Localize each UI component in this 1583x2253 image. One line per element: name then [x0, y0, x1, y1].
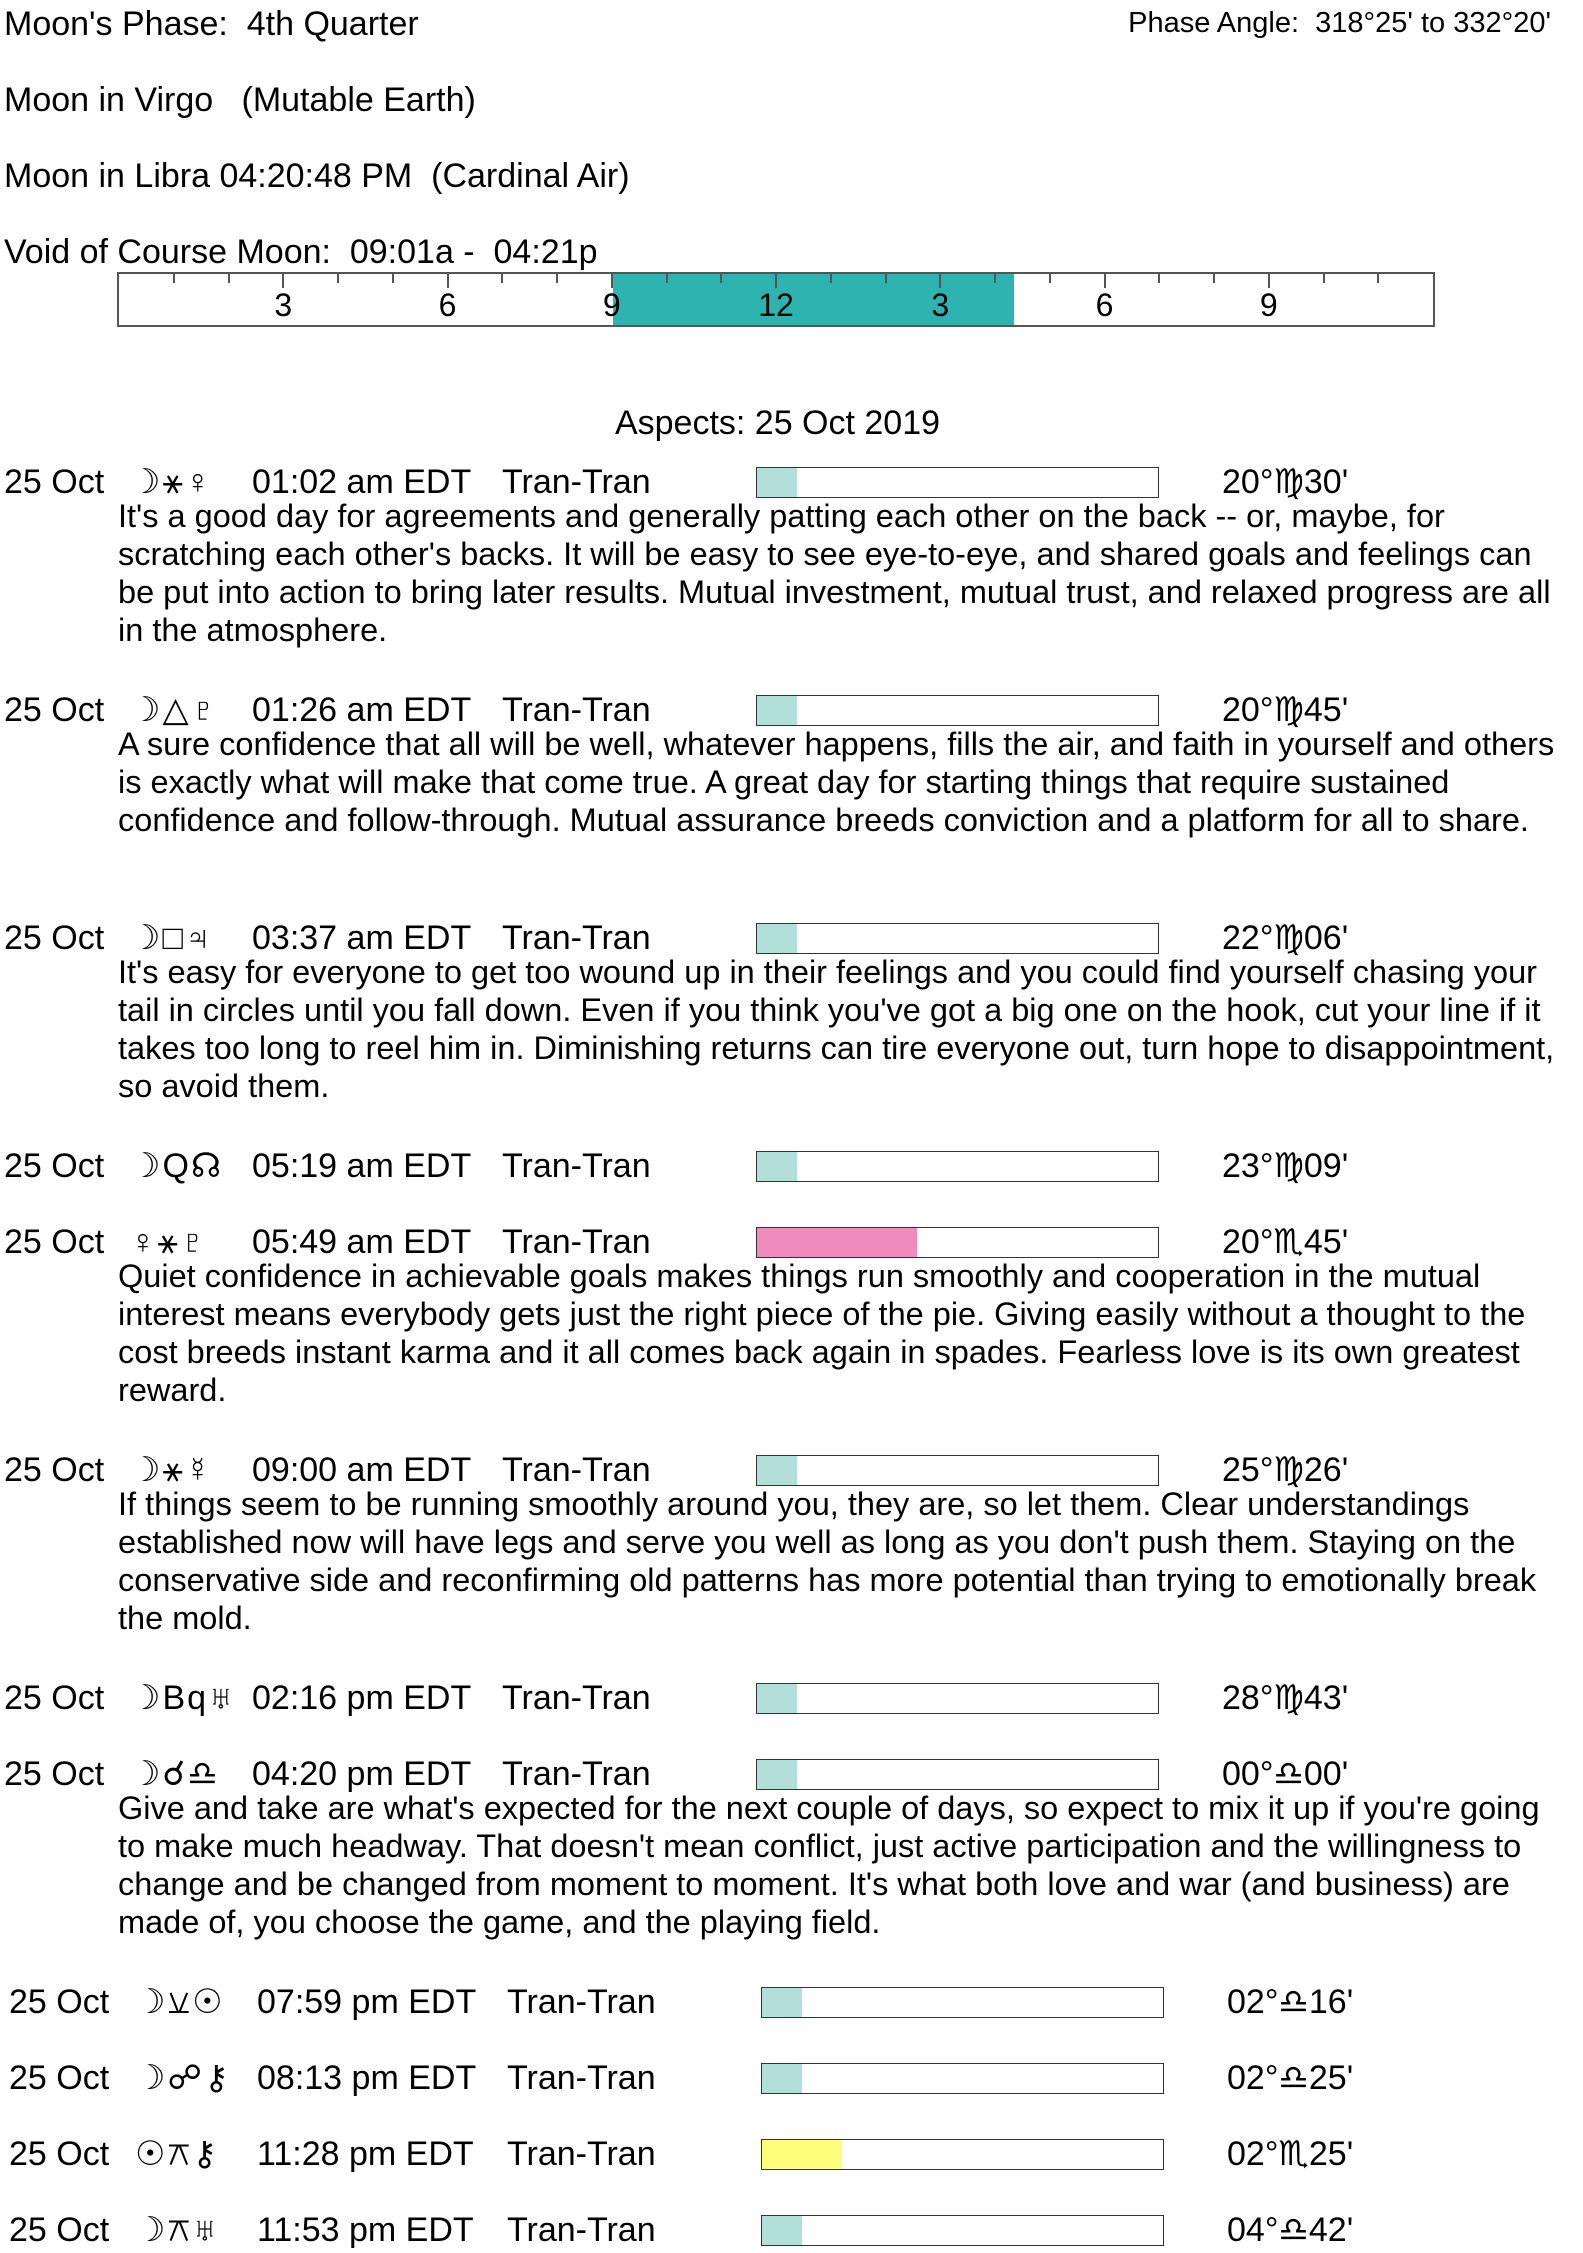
aspect-time: 04:20 pm EDT: [252, 1755, 472, 1793]
aspect-date: 25 Oct: [4, 463, 105, 501]
timeline-tick: [556, 274, 558, 283]
aspect-glyphs: ☽⚺☉: [135, 1983, 225, 2021]
timeline-tick: [611, 274, 613, 288]
timeline-hour-label: 3: [931, 287, 950, 323]
aspect-date: 25 Oct: [4, 1755, 105, 1793]
aspect-position: 20°♏45': [1222, 1223, 1349, 1261]
void-timeline: [117, 272, 1435, 327]
aspect-type: Tran-Tran: [502, 1223, 651, 1261]
aspect-entry: [0, 1143, 1583, 1189]
aspect-position: 02°♎25': [1227, 2059, 1354, 2097]
aspect-position: 00°♎00': [1222, 1755, 1349, 1793]
aspect-description: If things seem to be running smoothly around you, they are, so let them. Clear understandings established now will have legs and serve you well as long as you don't push them. Staying on the conservative side and reconfirming old patterns has more potential than trying to emotionally break the mold.: [118, 1486, 1537, 1636]
aspect-strength-fill: [757, 1152, 797, 1181]
aspect-type: Tran-Tran: [502, 1451, 651, 1489]
aspect-description: A sure confidence that all will be well, whatever happens, fills the air, and faith in yourself and others is exactly what will make that come true. A great day for starting things that require sustained confidence and follow-through. Mutual assurance breeds conviction and a platform for all to share.: [118, 726, 1555, 838]
aspect-row: [0, 1979, 1583, 2025]
aspect-strength-bar: [756, 695, 1159, 726]
aspect-description: Give and take are what's expected for the next couple of days, so expect to mix it up if you're going to make much headway. That doesn't mean conflict, just active participation and the willingness to change and be changed from moment to moment. It's what both love and war (and business) are made of, you choose the game, and the playing field.: [118, 1790, 1540, 1940]
timeline-hour-label: 9: [602, 287, 621, 323]
aspect-strength-bar: [756, 467, 1159, 498]
timeline-tick: [830, 274, 832, 283]
aspect-glyphs: ☽Q☊: [130, 1147, 224, 1185]
aspect-type: Tran-Tran: [507, 2059, 656, 2097]
timeline-tick: [228, 274, 230, 283]
moon-sign: Moon in Virgo (Mutable Earth): [4, 81, 476, 119]
aspect-position: 25°♍26': [1222, 1451, 1349, 1489]
aspect-position: 28°♍43': [1222, 1679, 1349, 1717]
aspect-time: 07:59 pm EDT: [257, 1983, 477, 2021]
aspect-position: 04°♎42': [1227, 2211, 1354, 2249]
timeline-tick: [447, 274, 449, 288]
aspect-glyphs: ☽⚹♀: [130, 463, 213, 501]
void-period-fill: [613, 274, 1014, 325]
aspect-position: 20°♍30': [1222, 463, 1349, 501]
aspect-glyphs: ☽⚻♅: [135, 2211, 220, 2249]
aspect-strength-fill: [762, 2064, 802, 2093]
aspect-glyphs: ☽△♇: [130, 691, 219, 729]
aspect-entry: [0, 687, 1583, 838]
timeline-tick: [666, 274, 668, 283]
aspect-row: [0, 2131, 1583, 2177]
aspect-date: 25 Oct: [9, 1983, 110, 2021]
aspect-position: 23°♍09': [1222, 1147, 1349, 1185]
timeline-tick: [1104, 274, 1106, 288]
aspect-entry: [0, 1219, 1583, 1408]
aspect-position: 02°♏25': [1227, 2135, 1354, 2173]
aspect-description: It's a good day for agreements and generally patting each other on the back -- or, maybe, for scratching each other's backs. It will be easy to see eye-to-eye, and shared goals and feelings can be put into action to bring later results. Mutual investment, mutual trust, and relaxed progress are all in the atmosphere.: [118, 498, 1551, 648]
aspect-strength-fill: [762, 2140, 842, 2169]
aspect-glyphs: ☽□♃: [130, 919, 213, 957]
aspect-strength-bar: [756, 1151, 1159, 1182]
timeline-tick: [337, 274, 339, 283]
aspect-date: 25 Oct: [9, 2135, 110, 2173]
aspect-strength-fill: [757, 696, 797, 725]
aspect-row: [0, 2207, 1583, 2253]
aspect-strength-bar: [761, 2215, 1164, 2246]
timeline-hour-label: 9: [1259, 287, 1278, 323]
aspect-date: 25 Oct: [4, 1223, 105, 1261]
aspect-position: 22°♍06': [1222, 919, 1349, 957]
moon-ingress: Moon in Libra 04:20:48 PM (Cardinal Air): [4, 157, 630, 195]
aspect-type: Tran-Tran: [507, 2211, 656, 2249]
aspect-type: Tran-Tran: [502, 919, 651, 957]
aspect-time: 02:16 pm EDT: [252, 1679, 472, 1717]
timeline-hour-label: 6: [438, 287, 457, 323]
aspect-entry: [0, 1447, 1583, 1636]
aspect-entry: [0, 2207, 1583, 2253]
aspect-strength-bar: [756, 1455, 1159, 1486]
phase-angle: Phase Angle: 318°25' to 332°20': [1128, 7, 1551, 39]
timeline-tick: [282, 274, 284, 288]
aspect-type: Tran-Tran: [502, 463, 651, 501]
aspect-date: 25 Oct: [4, 691, 105, 729]
timeline-hour-label: 3: [274, 287, 293, 323]
aspect-row: [0, 1143, 1583, 1189]
aspect-entry: [0, 1675, 1583, 1721]
timeline-tick: [1158, 274, 1160, 283]
timeline-tick: [392, 274, 394, 283]
timeline-tick: [1323, 274, 1325, 283]
timeline-tick: [994, 274, 996, 283]
aspect-strength-bar: [756, 1227, 1159, 1258]
aspect-strength-fill: [757, 468, 797, 497]
aspect-entry: [0, 459, 1583, 648]
aspect-strength-fill: [757, 1228, 917, 1257]
aspect-glyphs: ♀⚹♇: [130, 1223, 208, 1261]
aspect-entry: [0, 915, 1583, 1104]
aspect-entry: [0, 2131, 1583, 2177]
aspect-strength-bar: [756, 923, 1159, 954]
aspect-time: 11:53 pm EDT: [257, 2211, 474, 2249]
aspect-date: 25 Oct: [4, 919, 105, 957]
aspect-strength-fill: [757, 1456, 797, 1485]
moon-phase: Moon's Phase: 4th Quarter: [4, 5, 419, 43]
void-of-course: Void of Course Moon: 09:01a - 04:21p: [4, 233, 598, 271]
timeline-hour-label: 6: [1095, 287, 1114, 323]
aspect-date: 25 Oct: [9, 2059, 110, 2097]
aspect-glyphs: ☽Bq♅: [130, 1679, 236, 1717]
timeline-tick: [1049, 274, 1051, 283]
aspect-glyphs: ☽☌♎: [130, 1755, 220, 1793]
aspect-strength-fill: [762, 2216, 802, 2245]
aspect-type: Tran-Tran: [502, 691, 651, 729]
timeline-tick: [720, 274, 722, 283]
aspect-description: Quiet confidence in achievable goals makes things run smoothly and cooperation in the mutual interest means everybody gets just the right piece of the pie. Giving easily without a thought to the cost breeds instant karma and it all comes back again in spades. Fearless love is its own greatest reward.: [118, 1258, 1526, 1408]
timeline-tick: [775, 274, 777, 288]
aspect-type: Tran-Tran: [502, 1679, 651, 1717]
aspect-strength-fill: [762, 1988, 802, 2017]
timeline-tick: [939, 274, 941, 288]
aspect-strength-fill: [757, 1684, 797, 1713]
aspect-time: 08:13 pm EDT: [257, 2059, 477, 2097]
aspect-glyphs: ☽⚹☿: [130, 1451, 213, 1489]
aspect-time: 05:49 am EDT: [252, 1223, 472, 1261]
timeline-tick: [1377, 274, 1379, 283]
aspect-date: 25 Oct: [9, 2211, 110, 2249]
aspect-strength-bar: [761, 2063, 1164, 2094]
aspect-type: Tran-Tran: [507, 1983, 656, 2021]
aspect-type: Tran-Tran: [502, 1147, 651, 1185]
aspect-row: [0, 1675, 1583, 1721]
timeline-tick: [173, 274, 175, 283]
aspect-time: 01:02 am EDT: [252, 463, 472, 501]
aspects-title: Aspects: 25 Oct 2019: [614, 404, 941, 442]
aspect-entry: [0, 2055, 1583, 2101]
aspect-strength-fill: [757, 924, 797, 953]
aspect-position: 20°♍45': [1222, 691, 1349, 729]
aspect-strength-bar: [761, 1987, 1164, 2018]
aspect-time: 05:19 am EDT: [252, 1147, 472, 1185]
aspect-time: 01:26 am EDT: [252, 691, 472, 729]
aspect-entry: [0, 1979, 1583, 2025]
aspect-type: Tran-Tran: [502, 1755, 651, 1793]
aspect-entry: [0, 1751, 1583, 1940]
aspect-date: 25 Oct: [4, 1451, 105, 1489]
aspect-row: [0, 2055, 1583, 2101]
aspect-time: 09:00 am EDT: [252, 1451, 472, 1489]
aspect-time: 03:37 am EDT: [252, 919, 472, 957]
aspect-glyphs: ☽☍⚷: [135, 2059, 231, 2097]
timeline-hour-label: 12: [758, 287, 794, 323]
aspect-strength-bar: [756, 1759, 1159, 1790]
aspect-time: 11:28 pm EDT: [257, 2135, 474, 2173]
aspect-strength-bar: [761, 2139, 1164, 2170]
aspect-description: It's easy for everyone to get too wound up in their feelings and you could find yourself chasing your tail in circles until you fall down. Even if you think you've got a big one on the hook, cut your line if it takes too long to reel him in. Diminishing returns can tire everyone out, turn hope to disappointment, so avoid them.: [118, 954, 1555, 1104]
timeline-tick: [1268, 274, 1270, 288]
timeline-tick: [885, 274, 887, 283]
aspect-strength-bar: [756, 1683, 1159, 1714]
aspect-glyphs: ☉⚻⚷: [135, 2135, 220, 2173]
timeline-tick: [1213, 274, 1215, 283]
aspect-date: 25 Oct: [4, 1147, 105, 1185]
aspect-strength-fill: [757, 1760, 797, 1789]
aspect-position: 02°♎16': [1227, 1983, 1354, 2021]
timeline-tick: [501, 274, 503, 283]
aspect-date: 25 Oct: [4, 1679, 105, 1717]
aspect-type: Tran-Tran: [507, 2135, 656, 2173]
